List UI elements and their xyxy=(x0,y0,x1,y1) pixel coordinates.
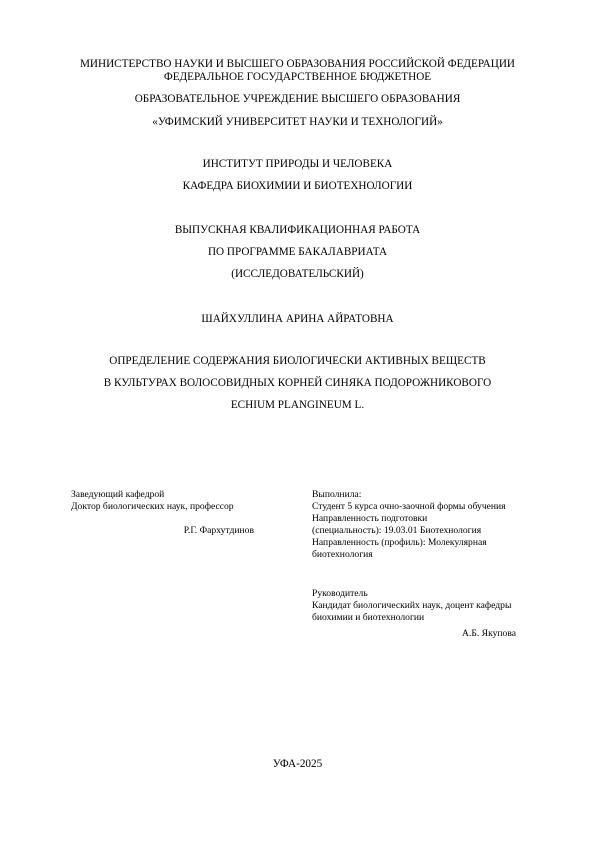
performer-line-2: Направленность подготовки xyxy=(312,513,428,524)
author-name: ШАЙХУЛЛИНА АРИНА АЙРАТОВНА xyxy=(201,313,394,325)
head-of-department-title: Заведующий кафедрой xyxy=(71,489,165,500)
ministry-line-1: МИНИСТЕРСТВО НАУКИ И ВЫСШЕГО ОБРАЗОВАНИЯ РОССИЙСКОЙ ФЕДЕРАЦИИ xyxy=(79,58,515,70)
performer-line-4: Направленность (профиль): Молекулярная xyxy=(312,537,487,548)
performer-label: Выполнила: xyxy=(312,489,362,500)
performer-line-5: биотехнология xyxy=(312,549,373,560)
department-name: КАФЕДРА БИОХИМИИ И БИОТЕХНОЛОГИИ xyxy=(182,180,413,192)
institute-name: ИНСТИТУТ ПРИРОДЫ И ЧЕЛОВЕКА xyxy=(202,158,393,170)
institution-type: ОБРАЗОВАТЕЛЬНОЕ УЧРЕЖДЕНИЕ ВЫСШЕГО ОБРАЗОВАНИЯ xyxy=(134,93,461,105)
head-of-department-degree: Доктор биологических наук, профессор xyxy=(71,501,234,512)
university-name: «УФИМСКИЙ УНИВЕРСИТЕТ НАУКИ И ТЕХНОЛОГИЙ» xyxy=(152,116,443,128)
work-type-line-3: (ИССЛЕДОВАТЕЛЬСКИЙ) xyxy=(231,268,364,280)
performer-line-1: Студент 5 курса очно-заочной формы обучения xyxy=(312,501,506,512)
topic-line-3: ECHIUM PLANGINEUM L. xyxy=(230,399,365,411)
performer-line-3: (специальность): 19.03.01 Биотехнология xyxy=(312,525,482,536)
ministry-line-2: ФЕДЕРАЛЬНОЕ ГОСУДАРСТВЕННОЕ БЮДЖЕТНОЕ xyxy=(163,71,432,83)
supervisor-line-2: биохимии и биотехнологии xyxy=(312,612,425,623)
supervisor-name: А.Б. Якупова xyxy=(462,628,516,639)
topic-line-2: В КУЛЬТУРАХ ВОЛОСОВИДНЫХ КОРНЕЙ СИНЯКА ПОДОРОЖНИКОВОГО xyxy=(103,377,492,389)
topic-line-1: ОПРЕДЕЛЕНИЕ СОДЕРЖАНИЯ БИОЛОГИЧЕСКИ АКТИВНЫХ ВЕЩЕСТВ xyxy=(109,355,486,367)
supervisor-label: Руководитель xyxy=(312,588,368,599)
work-type-line-2: ПО ПРОГРАММЕ БАКАЛАВРИАТА xyxy=(207,246,388,258)
head-of-department-name: Р.Г. Фархутдинов xyxy=(183,525,254,536)
supervisor-line-1: Кандидат биологическийх наук, доцент кафедры xyxy=(312,600,512,611)
city-year: УФА-2025 xyxy=(272,758,323,770)
work-type-line-1: ВЫПУСКНАЯ КВАЛИФИКАЦИОННАЯ РАБОТА xyxy=(174,224,421,236)
